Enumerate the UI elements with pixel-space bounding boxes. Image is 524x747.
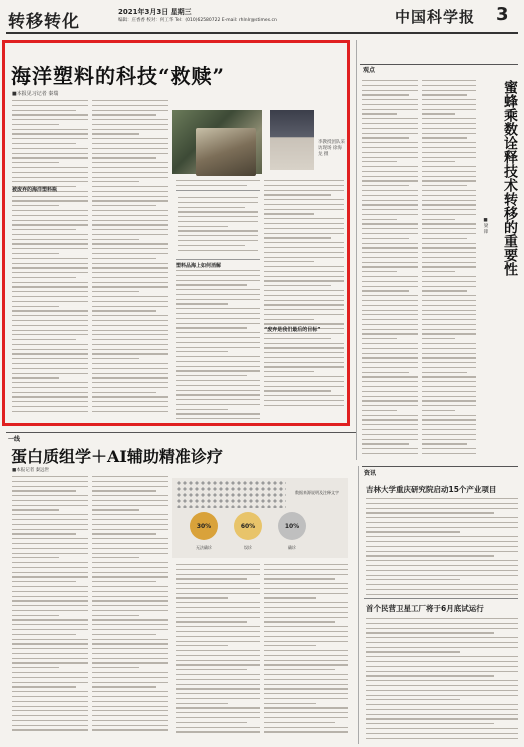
news-item-body-2 (366, 618, 518, 742)
stat-label-3: 确诊 (288, 545, 296, 550)
main-subhead-3: “废弃是我们最后的目标” (264, 327, 321, 333)
news-item-body-1 (366, 498, 518, 596)
viewpoint-section-label: 观点 (363, 67, 376, 74)
main-article-column-3-top (176, 180, 260, 190)
viewpoint-column-1 (362, 80, 418, 456)
stats-note: 数据来源说明及注释文字 (295, 490, 339, 495)
main-article-column-4 (264, 180, 344, 420)
main-subhead-1: 被废弃的海洋塑料瓶 (12, 187, 58, 193)
viewpoint-title: 蜜蜂乘数诠释技术转移的重要性 (502, 80, 518, 276)
stat-label-1: 无法确诊 (196, 545, 212, 550)
viewpoint-author: ■梁 锋 (483, 218, 488, 234)
yixian-section-rule (6, 432, 356, 433)
stat-label-2: 误诊 (244, 545, 252, 550)
page-header (0, 0, 524, 34)
main-article-column-2 (92, 100, 168, 418)
news-section-rule (362, 466, 518, 467)
second-article-column-2 (92, 476, 168, 742)
second-article-column-3 (176, 564, 260, 742)
viewpoint-column-2 (422, 80, 476, 456)
viewpoint-section-rule (360, 64, 518, 74)
second-article-title: 蛋白质组学＋AI辅助精准诊疗 (11, 447, 223, 466)
header-rule (6, 32, 518, 34)
population-dot-pattern (176, 480, 286, 508)
column-divider (356, 40, 357, 460)
editor-info: 编辑：庄香香 校对：何工华 Tel：(010)62580722 E-mail: rhlnlr@stimes.cn (118, 18, 277, 23)
stat-circle-3: 10% (278, 512, 306, 540)
news-item-title-1: 吉林大学重庆研究院启动15个产业项目 (366, 485, 497, 494)
plastic-debris-photo (196, 128, 256, 176)
stat-circle-1: 30% (190, 512, 218, 540)
yixian-section-label: 一线 (8, 436, 21, 443)
column-divider-lower (358, 466, 359, 744)
news-item-title-2: 首个民营卫星工厂将于6月底试运行 (366, 604, 484, 613)
second-article-byline: ■本报记者 秦远世 (12, 468, 50, 473)
pull-quote-box (176, 190, 260, 260)
stat-circle-2: 60% (234, 512, 262, 540)
main-article-byline: ■本报见习记者 秦瑞 (12, 91, 59, 97)
issue-date: 2021年3月3日 星期三 (118, 8, 192, 16)
main-article-column-1 (12, 100, 88, 418)
news-divider (364, 598, 518, 599)
researcher-portrait-photo (270, 110, 314, 170)
second-article-column-1 (12, 476, 88, 742)
main-article-column-3 (176, 270, 260, 420)
newspaper-masthead: 中国科学报 (395, 8, 476, 26)
second-article-column-4 (264, 564, 348, 742)
section-name: 转移转化 (8, 12, 80, 32)
news-section-label: 资讯 (364, 470, 377, 477)
main-article-title: 海洋塑料的科技“救赎” (11, 64, 226, 88)
main-subhead-2: 塑料品海上如何消解 (176, 263, 222, 269)
page-number: 3 (496, 4, 509, 25)
photo-caption: 李教授团队采访现场 徐海龙 摄 (318, 140, 345, 157)
